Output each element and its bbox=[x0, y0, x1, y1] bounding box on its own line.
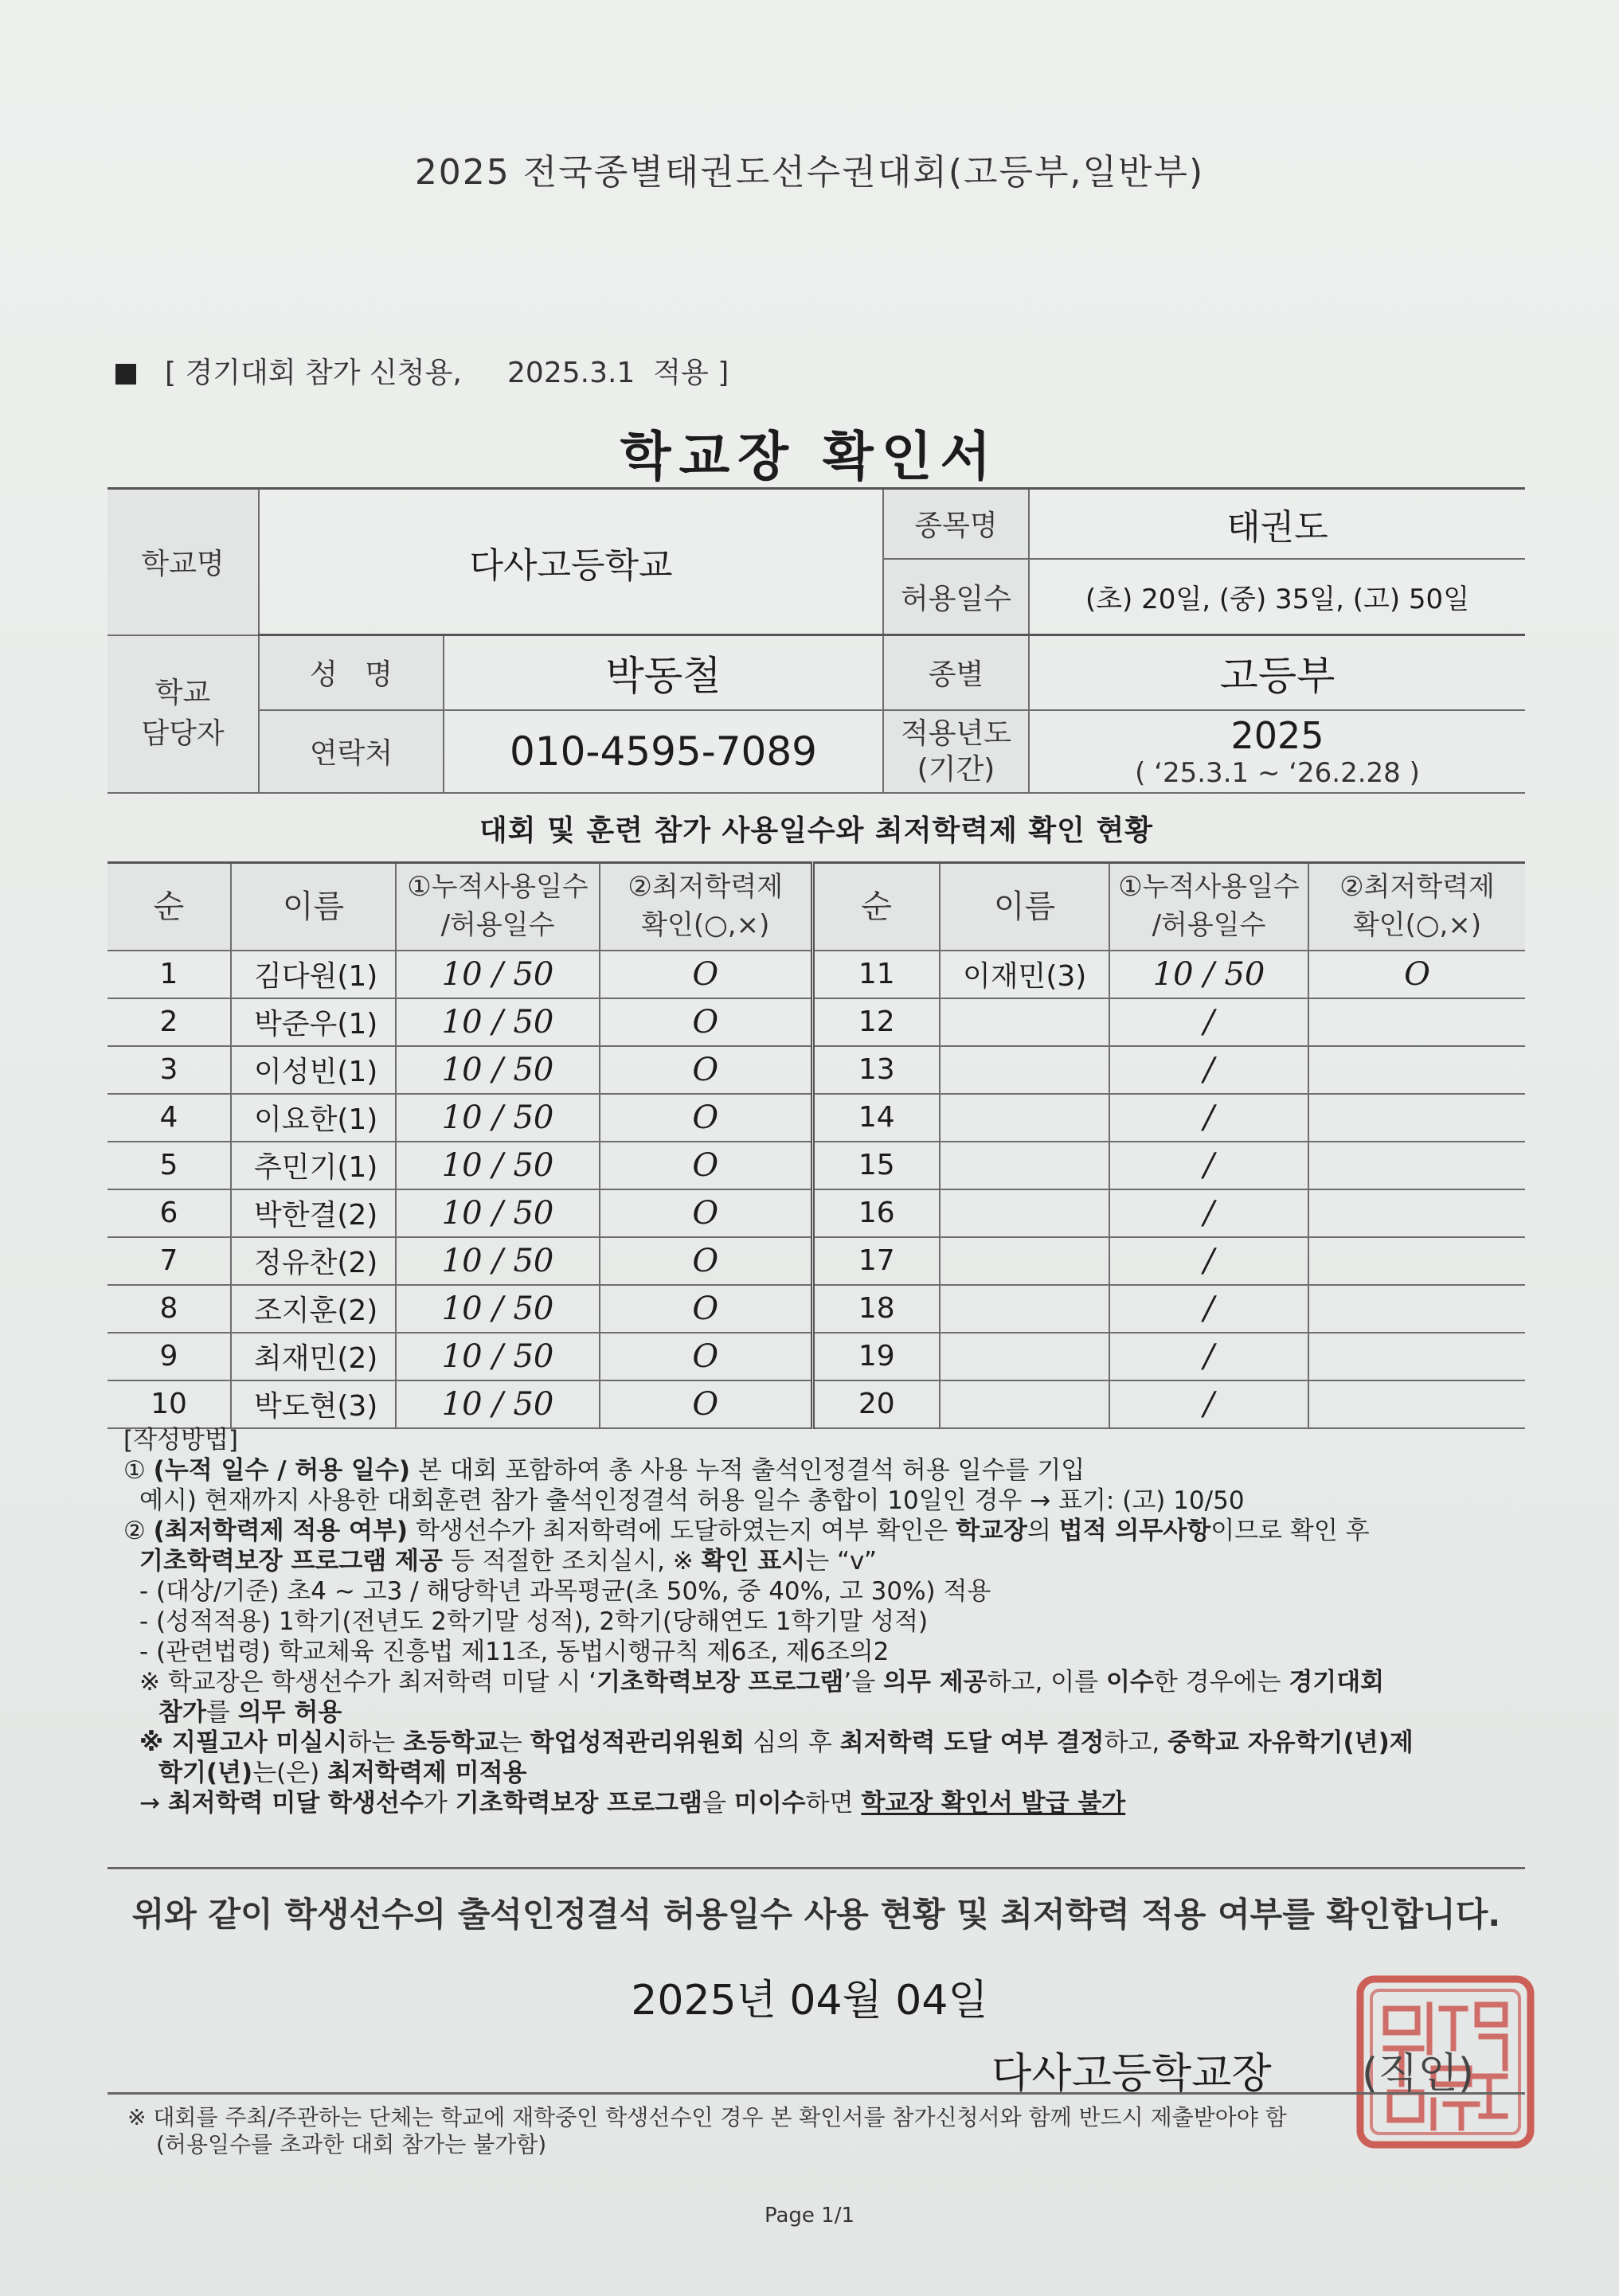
instruction-line: 참가를 의무 허용 bbox=[158, 1698, 342, 1727]
event-label: 종목명 bbox=[883, 489, 1029, 559]
col-header-no: 순 bbox=[812, 863, 940, 951]
academic-check: O bbox=[600, 998, 812, 1046]
used-days: 10 / 50 bbox=[396, 1189, 600, 1237]
athlete-name: 이요한(1) bbox=[231, 1094, 396, 1142]
document-title: 학교장 확인서 bbox=[620, 426, 999, 487]
row-number: 17 bbox=[812, 1237, 940, 1285]
used-days: 10 / 50 bbox=[396, 1094, 600, 1142]
academic-check: O bbox=[600, 1285, 812, 1333]
athlete-name bbox=[940, 1094, 1109, 1142]
athlete-name: 이성빈(1) bbox=[231, 1046, 396, 1094]
used-days: 10 / 50 bbox=[1109, 951, 1308, 998]
col-header-no: 순 bbox=[108, 863, 231, 951]
instruction-line: - (관련법령) 학교체육 진흥법 제11조, 동법시행규칙 제6조, 제6조의2 bbox=[139, 1638, 890, 1666]
used-days: / bbox=[1109, 1046, 1308, 1094]
academic-check: O bbox=[600, 1046, 812, 1094]
used-days: / bbox=[1109, 1237, 1308, 1285]
athlete-name bbox=[940, 1142, 1109, 1189]
period-value: ( ‘25.3.1 ~ ‘26.2.28 ) bbox=[1135, 756, 1420, 789]
row-number: 1 bbox=[108, 951, 231, 998]
athlete-name: 박한결(2) bbox=[231, 1189, 396, 1237]
col-header-name: 이름 bbox=[940, 863, 1109, 951]
instruction-line: 기초학력보장 프로그램 제공 등 적절한 조치실시, ※ 확인 표시는 “v” bbox=[139, 1547, 877, 1576]
instruction-line: 예시) 현재까지 사용한 대회훈련 참가 출석인정결석 허용 일수 총합이 10일인 경우 → 표기: (고) 10/50 bbox=[139, 1486, 1245, 1515]
academic-check bbox=[1308, 1237, 1525, 1285]
table-row bbox=[108, 1380, 1525, 1428]
issue-date: 2025년 04월 04일 bbox=[631, 1977, 988, 2025]
academic-check bbox=[1308, 1046, 1525, 1094]
row-number: 9 bbox=[108, 1333, 231, 1380]
manager-label: 학교 담당자 bbox=[108, 635, 259, 793]
used-days: / bbox=[1109, 1142, 1308, 1189]
divider-line bbox=[108, 1867, 1525, 1869]
row-number: 14 bbox=[812, 1094, 940, 1142]
row-number: 5 bbox=[108, 1142, 231, 1189]
manager-name-label: 성 명 bbox=[259, 635, 444, 710]
table-row bbox=[108, 1189, 1525, 1237]
used-days: 10 / 50 bbox=[396, 1237, 600, 1285]
row-number: 10 bbox=[108, 1380, 231, 1428]
athlete-name bbox=[940, 1189, 1109, 1237]
contact-label: 연락처 bbox=[259, 710, 444, 793]
row-number: 13 bbox=[812, 1046, 940, 1094]
row-number: 2 bbox=[108, 998, 231, 1046]
form-usage-label: [ 경기대회 참가 신청용, 2025.3.1 적용 ] bbox=[115, 350, 729, 391]
used-days: 10 / 50 bbox=[396, 1380, 600, 1428]
division-value: 고등부 bbox=[1029, 635, 1525, 710]
confirmation-statement: 위와 같이 학생선수의 출석인정결석 허용일수 사용 현황 및 최저학력 적용 여부를 확인합니다. bbox=[131, 1895, 1501, 1934]
row-number: 15 bbox=[812, 1142, 940, 1189]
academic-check bbox=[1308, 1094, 1525, 1142]
row-number: 11 bbox=[812, 951, 940, 998]
instruction-line: 학기(년)는(은) 최저학력제 미적용 bbox=[158, 1759, 527, 1787]
row-number: 20 bbox=[812, 1380, 940, 1428]
athlete-name: 추민기(1) bbox=[231, 1142, 396, 1189]
footnote bbox=[127, 2104, 1287, 2158]
school-info-table bbox=[108, 487, 1525, 794]
athlete-name: 정유찬(2) bbox=[231, 1237, 396, 1285]
athlete-name bbox=[940, 1285, 1109, 1333]
athlete-name: 이재민(3) bbox=[940, 951, 1109, 998]
table-row bbox=[108, 1333, 1525, 1380]
table-row bbox=[108, 951, 1525, 998]
academic-check: O bbox=[600, 1189, 812, 1237]
col-header-academic: ②최저학력제 확인(○,×) bbox=[600, 863, 812, 951]
row-number: 3 bbox=[108, 1046, 231, 1094]
athlete-name: 박준우(1) bbox=[231, 998, 396, 1046]
footnote-line-1: ※ 대회를 주최/주관하는 단체는 학교에 재학중인 학생선수인 경우 본 확인서를 참가신청서와 함께 반드시 제출받아야 함 bbox=[127, 2104, 1287, 2130]
academic-check: O bbox=[600, 1142, 812, 1189]
manager-name-value: 박동철 bbox=[444, 635, 883, 710]
allowed-days-label: 허용일수 bbox=[883, 559, 1029, 635]
competition-title: 2025 전국종별태권도선수권대회(고등부,일반부) bbox=[414, 152, 1205, 193]
table-row bbox=[108, 1285, 1525, 1333]
used-days: 10 / 50 bbox=[396, 1285, 600, 1333]
used-days: / bbox=[1109, 1189, 1308, 1237]
athlete-name: 박도현(3) bbox=[231, 1380, 396, 1428]
contact-value: 010-4595-7089 bbox=[444, 710, 883, 793]
year-value: 2025 bbox=[1230, 713, 1324, 757]
instruction-line: → 최저학력 미달 학생선수가 기초학력보장 프로그램을 미이수하면 학교장 확인서 발급 불가 bbox=[139, 1789, 1126, 1818]
school-name-value: 다사고등학교 bbox=[259, 489, 883, 635]
square-bullet-icon bbox=[115, 364, 136, 385]
athlete-name bbox=[940, 998, 1109, 1046]
instructions-block bbox=[123, 1425, 1541, 1818]
principal-signer: 다사고등학교장 bbox=[991, 2050, 1272, 2098]
used-days: 10 / 50 bbox=[396, 1333, 600, 1380]
row-number: 19 bbox=[812, 1333, 940, 1380]
event-value: 태권도 bbox=[1029, 489, 1525, 559]
table-row bbox=[108, 1094, 1525, 1142]
used-days: / bbox=[1109, 998, 1308, 1046]
table-row bbox=[108, 1046, 1525, 1094]
academic-check: O bbox=[600, 951, 812, 998]
page-number: Page 1/1 bbox=[764, 2204, 855, 2228]
division-label: 종별 bbox=[883, 635, 1029, 710]
instruction-line: ② (최저학력제 적용 여부) 학생선수가 최저학력에 도달하였는지 여부 확인은 학교장의 법적 의무사항이므로 확인 후 bbox=[123, 1517, 1370, 1545]
instructions-heading: [작성방법] bbox=[123, 1426, 238, 1455]
divider-line bbox=[108, 2092, 1525, 2095]
academic-check bbox=[1308, 998, 1525, 1046]
year-cell bbox=[1029, 710, 1525, 793]
used-days: 10 / 50 bbox=[396, 1142, 600, 1189]
allowed-days-value: (초) 20일, (중) 35일, (고) 50일 bbox=[1029, 559, 1525, 635]
instruction-line: - (성적적용) 1학기(전년도 2학기말 성적), 2학기(당해연도 1학기말 성적) bbox=[139, 1607, 929, 1636]
col-header-academic: ②최저학력제 확인(○,×) bbox=[1308, 863, 1525, 951]
used-days: / bbox=[1109, 1285, 1308, 1333]
school-name-label: 학교명 bbox=[108, 489, 259, 635]
academic-check: O bbox=[600, 1237, 812, 1285]
used-days: / bbox=[1109, 1094, 1308, 1142]
used-days: 10 / 50 bbox=[396, 951, 600, 998]
table-row bbox=[108, 998, 1525, 1046]
col-header-days: ①누적사용일수 /허용일수 bbox=[1109, 863, 1308, 951]
academic-check: O bbox=[600, 1094, 812, 1142]
used-days: 10 / 50 bbox=[396, 998, 600, 1046]
row-number: 4 bbox=[108, 1094, 231, 1142]
table-row bbox=[108, 1142, 1525, 1189]
athlete-name bbox=[940, 1380, 1109, 1428]
academic-check: O bbox=[600, 1333, 812, 1380]
athlete-roster-table bbox=[108, 861, 1525, 1429]
instruction-line: - (대상/기준) 초4 ~ 고3 / 해당학년 과목평균(초 50%, 중 40%, 고 30%) 적용 bbox=[139, 1577, 991, 1606]
athlete-name: 김다원(1) bbox=[231, 951, 396, 998]
row-number: 8 bbox=[108, 1285, 231, 1333]
academic-check bbox=[1308, 1189, 1525, 1237]
row-number: 16 bbox=[812, 1189, 940, 1237]
academic-check bbox=[1308, 1380, 1525, 1428]
roster-section-title: 대회 및 훈련 참가 사용일수와 최저학력제 확인 현황 bbox=[479, 814, 1154, 847]
athlete-name: 최재민(2) bbox=[231, 1333, 396, 1380]
footnote-line-2: (허용일수를 초과한 대회 참가는 불가함) bbox=[156, 2131, 547, 2157]
academic-check: O bbox=[1308, 951, 1525, 998]
athlete-name bbox=[940, 1333, 1109, 1380]
col-header-days: ①누적사용일수 /허용일수 bbox=[396, 863, 600, 951]
academic-check bbox=[1308, 1333, 1525, 1380]
row-number: 6 bbox=[108, 1189, 231, 1237]
instruction-line: ※ 학교장은 학생선수가 최저학력 미달 시 ‘기초학력보장 프로그램’을 의무 제공하고, 이를 이수한 경우에는 경기대회 bbox=[139, 1668, 1385, 1697]
year-label: 적용년도 (기간) bbox=[883, 710, 1029, 793]
used-days: / bbox=[1109, 1380, 1308, 1428]
academic-check bbox=[1308, 1285, 1525, 1333]
row-number: 12 bbox=[812, 998, 940, 1046]
academic-check: O bbox=[600, 1380, 812, 1428]
academic-check bbox=[1308, 1142, 1525, 1189]
table-row bbox=[108, 1237, 1525, 1285]
row-number: 7 bbox=[108, 1237, 231, 1285]
seal-label: (직인) bbox=[1362, 2050, 1475, 2098]
athlete-name bbox=[940, 1237, 1109, 1285]
athlete-name bbox=[940, 1046, 1109, 1094]
instruction-line: ① (누적 일수 / 허용 일수) 본 대회 포함하여 총 사용 누적 출석인정결석 허용 일수를 기입 bbox=[123, 1456, 1085, 1485]
col-header-name: 이름 bbox=[231, 863, 396, 951]
row-number: 18 bbox=[812, 1285, 940, 1333]
used-days: 10 / 50 bbox=[396, 1046, 600, 1094]
instruction-line: ※ 지필고사 미실시하는 초등학교는 학업성적관리위원회 심의 후 최저학력 도달 여부 결정하고, 중학교 자유학기(년)제 bbox=[139, 1728, 1414, 1757]
used-days: / bbox=[1109, 1333, 1308, 1380]
athlete-name: 조지훈(2) bbox=[231, 1285, 396, 1333]
